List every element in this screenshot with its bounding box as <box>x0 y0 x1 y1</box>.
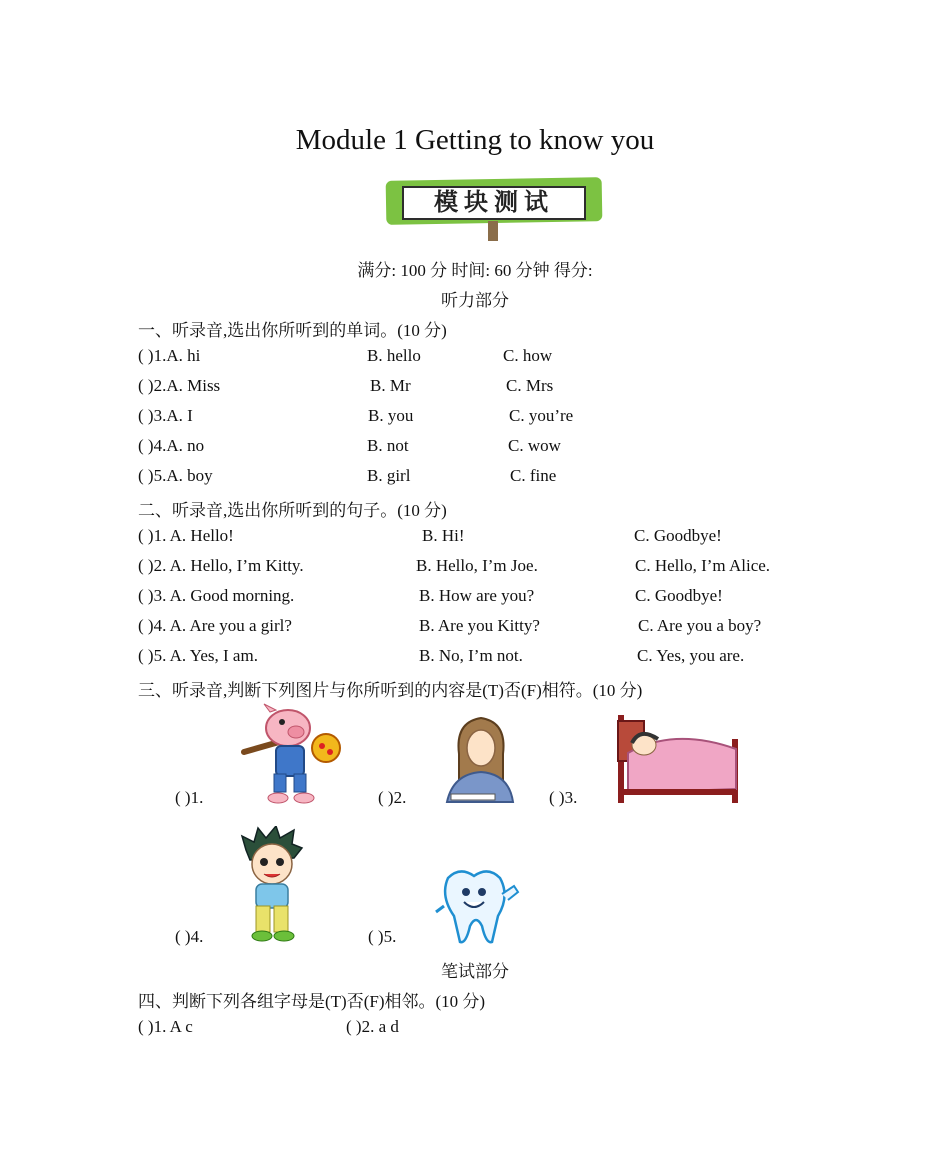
s2-item-2-b: B. Hello, I’m Joe. <box>416 556 538 575</box>
s1-item-3-c: C. you’re <box>509 406 574 425</box>
s3-label-3: ( )3. <box>549 788 578 807</box>
s2-item-1-c: C. Goodbye! <box>634 526 722 545</box>
s2-item-4-a: ( )4. A. Are you a girl? <box>138 616 292 635</box>
s2-item-5-c: C. Yes, you are. <box>637 646 745 665</box>
s1-item-1-b: B. hello <box>367 346 421 365</box>
tooth-icon <box>434 866 522 944</box>
page-title: Module 1 Getting to know you <box>295 124 655 156</box>
sleeping-girl-icon <box>614 713 742 805</box>
s2-item-3-b: B. How are you? <box>419 586 535 605</box>
s1-item-4-b: B. not <box>367 436 409 455</box>
s2-item-3-a: ( )3. A. Good morning. <box>138 586 295 605</box>
section3-heading: 三、听录音,判断下列图片与你所听到的内容是(T)否(F)相符。(10 分) <box>138 681 643 700</box>
s1-item-5-b: B. girl <box>367 466 411 485</box>
s1-item-1-a: ( )1.A. hi <box>138 346 201 365</box>
s4-item-2: ( )2. a d <box>346 1017 399 1036</box>
section1-heading: 一、听录音,选出你所听到的单词。(10 分) <box>138 321 447 340</box>
girl-icon <box>445 714 515 804</box>
s2-item-3-c: C. Goodbye! <box>635 586 723 605</box>
s1-item-2-c: C. Mrs <box>506 376 554 395</box>
s1-item-4-a: ( )4.A. no <box>138 436 205 455</box>
s1-item-3-b: B. you <box>368 406 414 425</box>
s2-item-5-a: ( )5. A. Yes, I am. <box>138 646 258 665</box>
s3-label-5: ( )5. <box>368 927 397 946</box>
score-line: 满分: 100 分 时间: 60 分钟 得分: <box>357 261 593 280</box>
s1-item-4-c: C. wow <box>508 436 561 455</box>
s2-item-1-b: B. Hi! <box>422 526 465 545</box>
s2-item-4-c: C. Are you a boy? <box>638 616 762 635</box>
badge-text: 模块测试 <box>434 188 554 216</box>
boy-icon <box>240 826 304 942</box>
s1-item-2-b: B. Mr <box>370 376 411 395</box>
s2-item-1-a: ( )1. A. Hello! <box>138 526 234 545</box>
module-test-badge <box>382 175 608 241</box>
s2-item-2-c: C. Hello, I’m Alice. <box>635 556 771 575</box>
section4-heading: 四、判断下列各组字母是(T)否(F)相邻。(10 分) <box>138 992 486 1011</box>
writing-header: 笔试部分 <box>441 962 509 981</box>
s3-label-4: ( )4. <box>175 927 204 946</box>
s1-item-5-c: C. fine <box>510 466 557 485</box>
s3-label-2: ( )2. <box>378 788 407 807</box>
s1-item-5-a: ( )5.A. boy <box>138 466 213 485</box>
s2-item-2-a: ( )2. A. Hello, I’m Kitty. <box>138 556 304 575</box>
listening-header: 听力部分 <box>441 291 509 310</box>
s2-item-5-b: B. No, I’m not. <box>419 646 523 665</box>
s1-item-2-a: ( )2.A. Miss <box>138 376 221 395</box>
s1-item-3-a: ( )3.A. I <box>138 406 193 425</box>
s3-label-1: ( )1. <box>175 788 204 807</box>
s4-item-1: ( )1. A c <box>138 1017 193 1036</box>
pig-icon <box>240 702 344 804</box>
s1-item-1-c: C. how <box>503 346 553 365</box>
s2-item-4-b: B. Are you Kitty? <box>419 616 540 635</box>
section2-heading: 二、听录音,选出你所听到的句子。(10 分) <box>138 501 447 520</box>
